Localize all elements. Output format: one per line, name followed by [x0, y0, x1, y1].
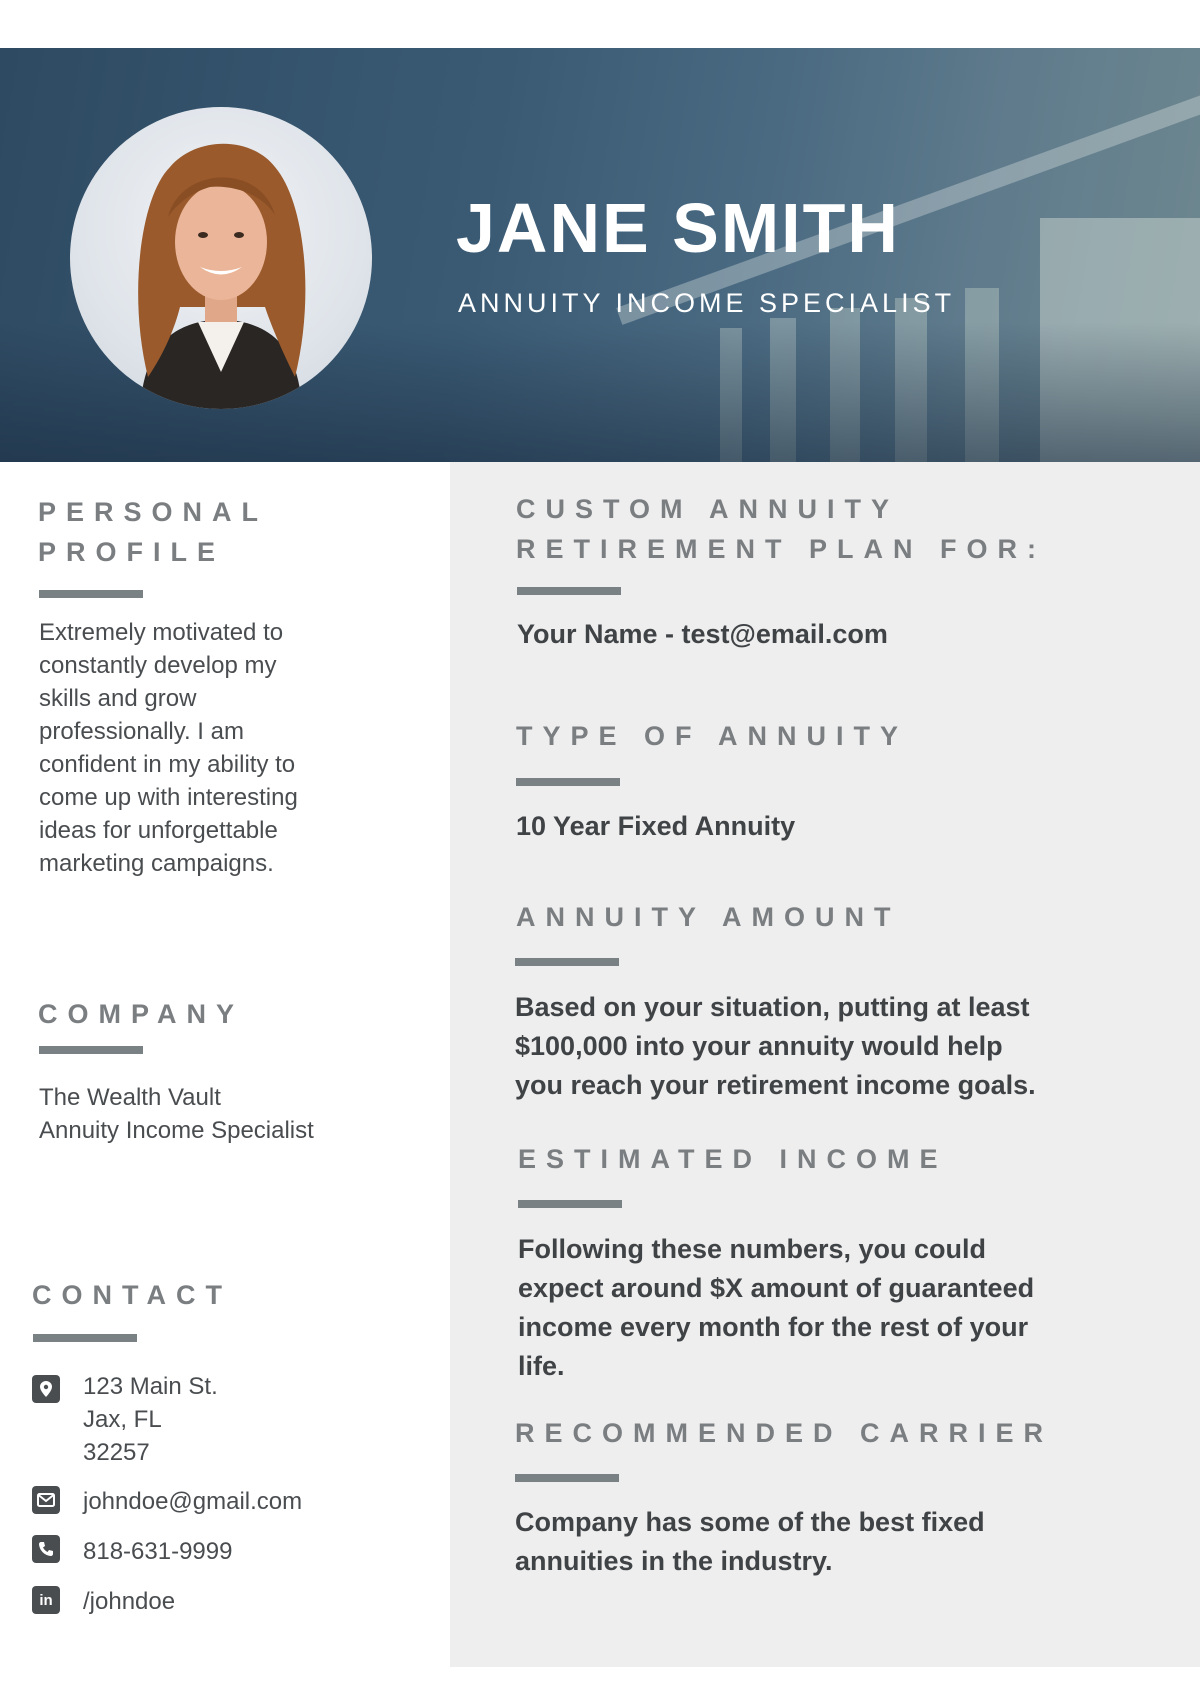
company-heading: COMPANY	[38, 999, 245, 1029]
amount-divider	[515, 958, 619, 966]
contact-email[interactable]: johndoe@gmail.com	[83, 1488, 303, 1515]
carrier-divider	[515, 1474, 619, 1482]
profile-photo	[70, 107, 372, 409]
plan-heading: CUSTOM ANNUITY RETIREMENT PLAN FOR:	[516, 494, 1046, 564]
income-divider	[518, 1200, 622, 1208]
profile-text: Extremely motivated to constantly develop my skills and grow professionally. I am confident in my ability to come up with interesting ideas for unforgettable marketing campaigns.	[39, 619, 298, 877]
carrier-value: Company has some of the best fixed annuities in the industry.	[515, 1507, 985, 1576]
profile-divider	[39, 590, 143, 598]
carrier-heading: RECOMMENDED CARRIER	[515, 1418, 1054, 1448]
contact-address: 123 Main St. Jax, FL 32257	[83, 1373, 218, 1466]
type-divider	[516, 778, 620, 786]
contact-linkedin[interactable]: /johndoe	[83, 1588, 176, 1615]
company-divider	[39, 1046, 143, 1054]
income-value: Following these numbers, you could expect around $X amount of guaranteed income every month for the rest of your life.	[518, 1234, 1035, 1381]
linkedin-icon: in	[32, 1586, 60, 1614]
amount-value: Based on your situation, putting at least $100,000 into your annuity would help you reach your retirement income goals.	[515, 992, 1036, 1100]
type-value: 10 Year Fixed Annuity	[516, 811, 796, 841]
person-name: JANE SMITH	[456, 189, 900, 267]
type-heading: TYPE OF ANNUITY	[516, 721, 909, 751]
portrait-illustration	[70, 107, 372, 409]
phone-icon	[32, 1535, 60, 1563]
plan-divider	[517, 587, 621, 595]
location-icon	[32, 1375, 60, 1403]
plan-value: Your Name - test@email.com	[517, 619, 888, 649]
company-text: The Wealth Vault Annuity Income Specialist	[39, 1084, 314, 1144]
job-title: ANNUITY INCOME SPECIALIST	[458, 288, 956, 318]
amount-heading: ANNUITY AMOUNT	[516, 902, 901, 932]
mail-icon	[32, 1486, 60, 1514]
contact-phone[interactable]: 818-631-9999	[83, 1538, 233, 1565]
header-banner	[0, 48, 1200, 462]
personal-profile-heading: PERSONAL PROFILE	[38, 497, 269, 567]
contact-heading: CONTACT	[32, 1280, 232, 1310]
contact-divider	[33, 1334, 137, 1342]
income-heading: ESTIMATED INCOME	[518, 1144, 948, 1174]
